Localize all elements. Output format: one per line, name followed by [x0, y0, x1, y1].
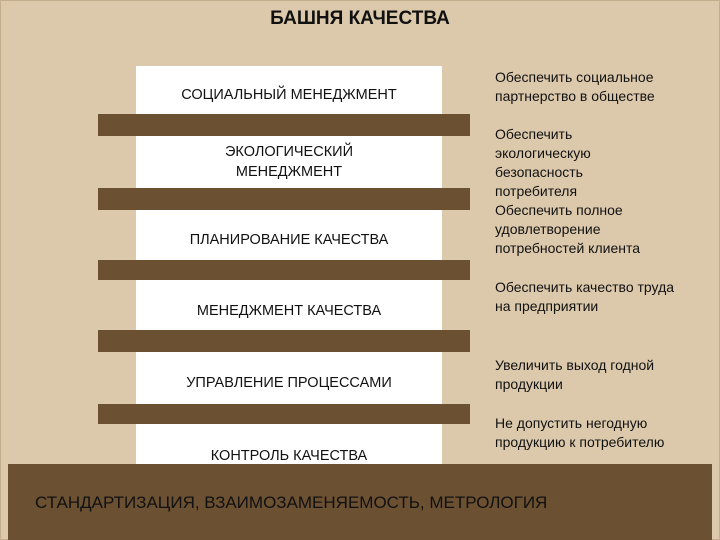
tower-beam: [98, 330, 470, 352]
level-label: УПРАВЛЕНИЕ ПРОЦЕССАМИ: [186, 375, 392, 391]
level-label: ЭКОЛОГИЧЕСКИЙ МЕНЕДЖМЕНТ: [225, 144, 353, 180]
level-label: МЕНЕДЖМЕНТ КАЧЕСТВА: [196, 303, 382, 319]
foundation-label: СТАНДАРТИЗАЦИЯ, ВЗАИМОЗАМЕНЯЕМОСТЬ, МЕТРОЛОГИЯ: [35, 493, 548, 512]
goal-social: Обеспечить социальное партнерство в обществе: [495, 69, 655, 104]
tower-beam: [98, 404, 470, 424]
goal-control: Не допустить негодную продукцию к потребителю: [495, 415, 665, 450]
diagram-title: БАШНЯ КАЧЕСТВА: [270, 8, 450, 29]
goal-planning: Обеспечить полное удовлетворение потребностей клиента: [495, 202, 641, 256]
level-label: ПЛАНИРОВАНИЕ КАЧЕСТВА: [189, 232, 389, 248]
level-panel-social: [136, 66, 442, 114]
goal-ecological: Обеспечить экологическую безопасность потребителя: [495, 126, 591, 199]
level-panel-management: [136, 280, 442, 330]
goal-management: Обеспечить качество труда на предприятии: [495, 279, 675, 314]
level-panel-process: [136, 352, 442, 404]
tower-beam: [98, 188, 470, 210]
tower-beam: [98, 114, 470, 136]
tower-beam: [98, 260, 470, 280]
level-label: СОЦИАЛЬНЫЙ МЕНЕДЖМЕНТ: [181, 87, 397, 103]
level-panel-ecological: [136, 136, 442, 188]
goal-process: Увеличить выход годной продукции: [495, 357, 655, 392]
level-label: КОНТРОЛЬ КАЧЕСТВА: [210, 448, 368, 464]
level-panel-planning: [136, 210, 442, 260]
